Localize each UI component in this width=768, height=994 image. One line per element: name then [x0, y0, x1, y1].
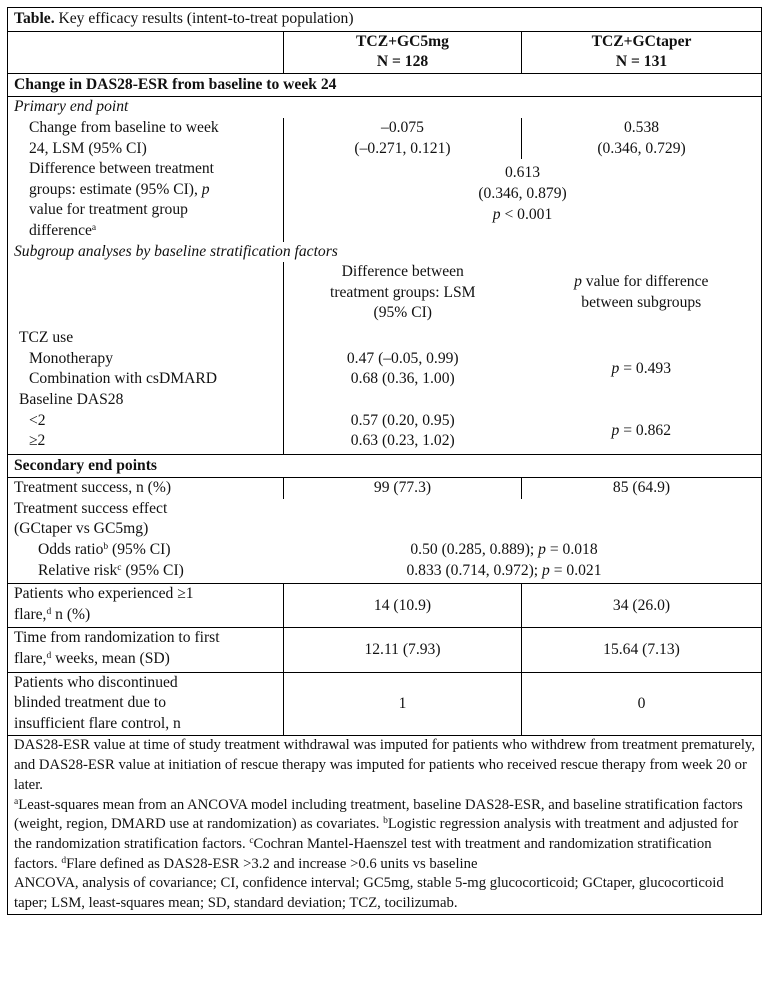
treatment-success-label: Treatment success, n (%): [8, 478, 284, 499]
change-gc5mg-value: [284, 118, 522, 159]
subgroup-header-row: [8, 262, 762, 328]
table-title-row: [8, 8, 762, 32]
subgroup-header-difference-line3: (95% CI): [373, 304, 432, 322]
relative-risk-value-text: 0.833 (0.714, 0.972);: [406, 561, 543, 579]
subgroup-header-difference-line1: Difference between: [341, 263, 464, 281]
time-to-flare-label-line2-rest: weeks, mean (SD): [51, 650, 170, 668]
difference-label-line4: [29, 221, 277, 242]
footnote-abbreviations: ANCOVA, analysis of covariance; CI, confidence interval; GC5mg, stable 5-mg glucocorticoid; GCtaper, glucocorticoid taper; LSM, least-squares mean; SD, standard deviation; TCZ, tocilizumab.: [14, 875, 724, 912]
flare-label-line1: Patients who experienced ≥1: [14, 585, 194, 603]
time-to-flare-label-line2-text: flare,: [14, 650, 47, 668]
difference-estimate: 0.613: [504, 164, 541, 182]
difference-p-text: < 0.001: [500, 205, 553, 223]
change-gctaper-value: [522, 118, 762, 159]
flare-label-line2-rest: n (%): [51, 605, 91, 623]
footnote-d-marker: d: [61, 855, 67, 866]
difference-p-letter: p: [492, 205, 501, 223]
baseline-lt2-label: <2: [29, 411, 46, 429]
footnote-c-text: Cochran Mantel-Haenszel test with treatment and randomization stratification factors.: [14, 835, 712, 872]
time-to-flare-gc5mg: 12.11 (7.93): [284, 628, 522, 672]
treatment-effect-cell: [8, 499, 762, 584]
change-gctaper-estimate: 0.538: [623, 118, 660, 136]
difference-pvalue: [290, 205, 755, 226]
section-title-secondary: Secondary end points: [8, 454, 762, 478]
flare-row: [8, 584, 762, 628]
change-gc5mg-ci: (–0.271, 0.121): [354, 139, 451, 157]
footnote-group: [14, 796, 755, 875]
header-gc5mg-name: TCZ+GC5mg: [356, 32, 449, 50]
flare-label-line2-text: flare,: [14, 605, 47, 623]
footnote-c-marker: c: [249, 835, 254, 846]
time-to-flare-row: [8, 628, 762, 672]
tcz-use-label: [8, 328, 284, 390]
section-title-das28: Change in DAS28-ESR from baseline to week 24: [8, 73, 762, 97]
relative-risk-p-letter: p: [542, 561, 550, 579]
time-to-flare-label-line1: Time from randomization to first: [14, 629, 220, 647]
subgroup-header-pvalue-line2: between subgroups: [581, 293, 702, 311]
treatment-effect-label-line2: (GCtaper vs GC5mg): [14, 520, 149, 538]
discontinued-gc5mg: 1: [284, 672, 522, 736]
treatment-success-gctaper: 85 (64.9): [522, 478, 762, 499]
baseline-das28-title: Baseline DAS28: [19, 390, 124, 408]
subgroup-header-difference: [284, 262, 522, 328]
treatment-effect-row: [8, 499, 762, 584]
primary-endpoint-row: [8, 97, 762, 118]
subgroup-label: Subgroup analyses by baseline stratification factors: [8, 242, 762, 263]
header-empty-cell: [8, 31, 284, 73]
subgroup-header-p-letter: p: [574, 273, 582, 291]
treatment-effect-label-line1: Treatment success effect: [14, 499, 168, 517]
baseline-ge2-value: 0.63 (0.23, 1.02): [350, 432, 455, 450]
discontinued-row: [8, 672, 762, 736]
baseline-das28-label: [8, 390, 284, 454]
relative-risk-line: [14, 561, 755, 582]
difference-label-line2: [29, 180, 277, 201]
flare-label-line2: [14, 605, 277, 626]
table-title: [8, 8, 762, 32]
footnote-marker-c: c: [117, 562, 122, 573]
difference-label-p: p: [201, 180, 210, 198]
change-label: [8, 118, 284, 159]
discontinued-label: [8, 672, 284, 736]
footnote-marker-b: b: [103, 542, 109, 553]
time-to-flare-label-line2: [14, 649, 277, 670]
header-gctaper-n: N = 131: [615, 53, 668, 71]
baseline-p-letter: p: [611, 421, 620, 439]
efficacy-table-page: [7, 7, 761, 987]
footnote-marker-d-flare: d: [46, 606, 52, 617]
difference-label-line2-text: groups: estimate (95% CI),: [29, 180, 202, 198]
subgroup-header-pvalue-line1: [528, 272, 756, 293]
difference-label-line4-text: difference: [29, 221, 92, 239]
primary-endpoint-label: Primary end point: [8, 97, 762, 118]
baseline-das28-values: [284, 390, 522, 454]
difference-ci: (0.346, 0.879): [478, 185, 567, 203]
table-title-bold: Table.: [14, 10, 55, 27]
treatment-success-gc5mg: 99 (77.3): [284, 478, 522, 499]
relative-risk-p-text: = 0.021: [549, 561, 602, 579]
flare-label: [8, 584, 284, 628]
time-to-flare-gctaper: 15.64 (7.13): [522, 628, 762, 672]
odds-ratio-line: [14, 540, 755, 561]
baseline-lt2-value: 0.57 (0.20, 0.95): [350, 411, 455, 429]
flare-gc5mg: 14 (10.9): [284, 584, 522, 628]
odds-ratio-label-text: Odds ratio: [38, 541, 104, 559]
footnotes-row: [8, 736, 762, 914]
discontinued-label-line3: insufficient flare control, n: [14, 714, 181, 732]
monotherapy-label: Monotherapy: [29, 349, 114, 367]
tcz-use-p-letter: p: [611, 360, 620, 378]
flare-gctaper: 34 (26.0): [522, 584, 762, 628]
subgroup-header-pvalue: [522, 262, 762, 328]
baseline-das28-row: [8, 390, 762, 454]
efficacy-table: [7, 7, 762, 915]
header-gctaper-name: TCZ+GCtaper: [591, 32, 692, 50]
monotherapy-value: 0.47 (–0.05, 0.99): [346, 349, 459, 367]
odds-ratio-p-text: = 0.018: [545, 541, 598, 559]
odds-ratio-p-letter: p: [538, 541, 546, 559]
column-header-row: [8, 31, 762, 73]
tcz-use-pvalue: [522, 328, 762, 390]
change-label-line1: Change from baseline to week: [29, 118, 219, 136]
baseline-p-text: = 0.862: [619, 421, 671, 439]
footnote-b-text: Logistic regression analysis with treatment and adjusted for the randomization stratification factors.: [14, 816, 739, 852]
tcz-use-row: [8, 328, 762, 390]
change-from-baseline-row: [8, 118, 762, 159]
subgroup-header-pvalue-text: value for difference: [581, 273, 709, 291]
odds-ratio-value-text: 0.50 (0.285, 0.889);: [410, 541, 539, 559]
footnote-d-text: Flare defined as DAS28-ESR >3.2 and increase >0.6 units vs baseline: [66, 855, 478, 872]
tcz-use-title: TCZ use: [19, 329, 74, 347]
tcz-use-p-text: = 0.493: [619, 360, 671, 378]
difference-value: [284, 159, 762, 241]
time-to-flare-label: [8, 628, 284, 672]
discontinued-label-line1: Patients who discontinued: [14, 673, 178, 691]
footnote-imputation: DAS28-ESR value at time of study treatment withdrawal was imputed for patients who withdrew from treatment prematurely, and DAS28-ESR value at initiation of rescue therapy was imputed for patients who received rescue therapy from week 20 or later.: [14, 737, 755, 793]
difference-label-line3: value for treatment group: [29, 201, 188, 219]
relative-risk-label-text: Relative risk: [38, 561, 118, 579]
discontinued-gctaper: 0: [522, 672, 762, 736]
subgroup-label-row: [8, 242, 762, 263]
footnotes-cell: [8, 736, 762, 914]
table-title-text: Key efficacy results (intent-to-treat population): [54, 10, 354, 27]
combination-label: Combination with csDMARD: [29, 370, 217, 388]
odds-ratio-label-rest: (95% CI): [108, 541, 171, 559]
baseline-das28-pvalue: [522, 390, 762, 454]
relative-risk-label: [14, 561, 283, 582]
subgroup-header-empty: [8, 262, 284, 328]
footnote-a-text: Least-squares mean from an ANCOVA model including treatment, baseline DAS28-ESR, and baseline stratification factors (weight, region, DMARD use at randomization) as covariates.: [14, 796, 743, 833]
odds-ratio-value: [283, 540, 755, 561]
subgroup-header-difference-line2: treatment groups: LSM: [329, 283, 476, 301]
footnote-a-marker: a: [14, 796, 19, 807]
difference-label-line1: Difference between treatment: [29, 160, 215, 178]
combination-value: 0.68 (0.36, 1.00): [350, 370, 455, 388]
footnote-marker-d-time: d: [46, 651, 52, 662]
difference-row: [8, 159, 762, 241]
baseline-ge2-label: ≥2: [29, 432, 46, 450]
relative-risk-value: [283, 561, 755, 582]
change-gc5mg-estimate: –0.075: [381, 118, 424, 136]
change-label-line2: 24, LSM (95% CI): [29, 139, 147, 157]
footnote-marker-a: a: [91, 222, 97, 233]
footnote-b-marker: b: [383, 816, 388, 827]
header-gctaper: [522, 31, 762, 73]
header-gc5mg-n: N = 128: [376, 53, 429, 71]
discontinued-label-line2: blinded treatment due to: [14, 694, 166, 712]
relative-risk-label-rest: (95% CI): [121, 561, 184, 579]
section-row-das28: [8, 73, 762, 97]
treatment-success-row: [8, 478, 762, 499]
odds-ratio-label: [14, 540, 283, 561]
section-row-secondary: [8, 454, 762, 478]
header-gc5mg: [284, 31, 522, 73]
tcz-use-values: [284, 328, 522, 390]
difference-label: [8, 159, 284, 241]
change-gctaper-ci: (0.346, 0.729): [597, 139, 686, 157]
